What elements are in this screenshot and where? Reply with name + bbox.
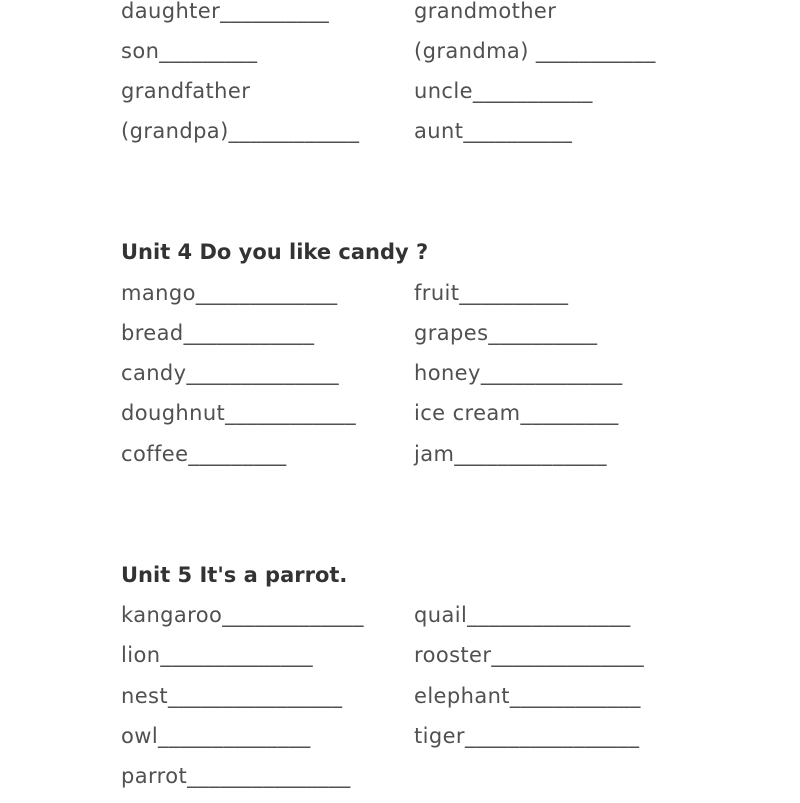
unit4-heading: Unit 4 Do you like candy ? [121,240,429,264]
word-candy: candy______________ [121,361,340,385]
word-son: son_________ [121,39,258,63]
word-grandfather: grandfather [121,79,251,103]
word-daughter: daughter__________ [121,0,330,23]
word-rooster: rooster______________ [414,643,644,667]
word-grandmother: grandmother [414,0,557,23]
word-lion: lion______________ [121,643,314,667]
word-nest: nest________________ [121,684,343,708]
word-grapes: grapes__________ [414,321,598,345]
word-jam: jam______________ [414,442,607,466]
word-grandma: (grandma) ___________ [414,39,656,63]
word-aunt: aunt__________ [414,119,573,143]
word-elephant: elephant____________ [414,684,641,708]
word-bread: bread____________ [121,321,315,345]
unit5-heading: Unit 5 It's a parrot. [121,563,348,587]
word-owl: owl______________ [121,724,311,748]
word-uncle: uncle___________ [414,79,593,103]
word-honey: honey_____________ [414,361,623,385]
word-tiger: tiger________________ [414,724,640,748]
word-doughnut: doughnut____________ [121,401,356,425]
word-ice-cream: ice cream_________ [414,401,619,425]
word-grandpa: (grandpa)____________ [121,119,360,143]
word-quail: quail_______________ [414,603,631,627]
word-fruit: fruit__________ [414,281,569,305]
word-kangaroo: kangaroo_____________ [121,603,364,627]
word-mango: mango_____________ [121,281,338,305]
word-coffee: coffee_________ [121,442,287,466]
word-parrot: parrot_______________ [121,764,351,788]
